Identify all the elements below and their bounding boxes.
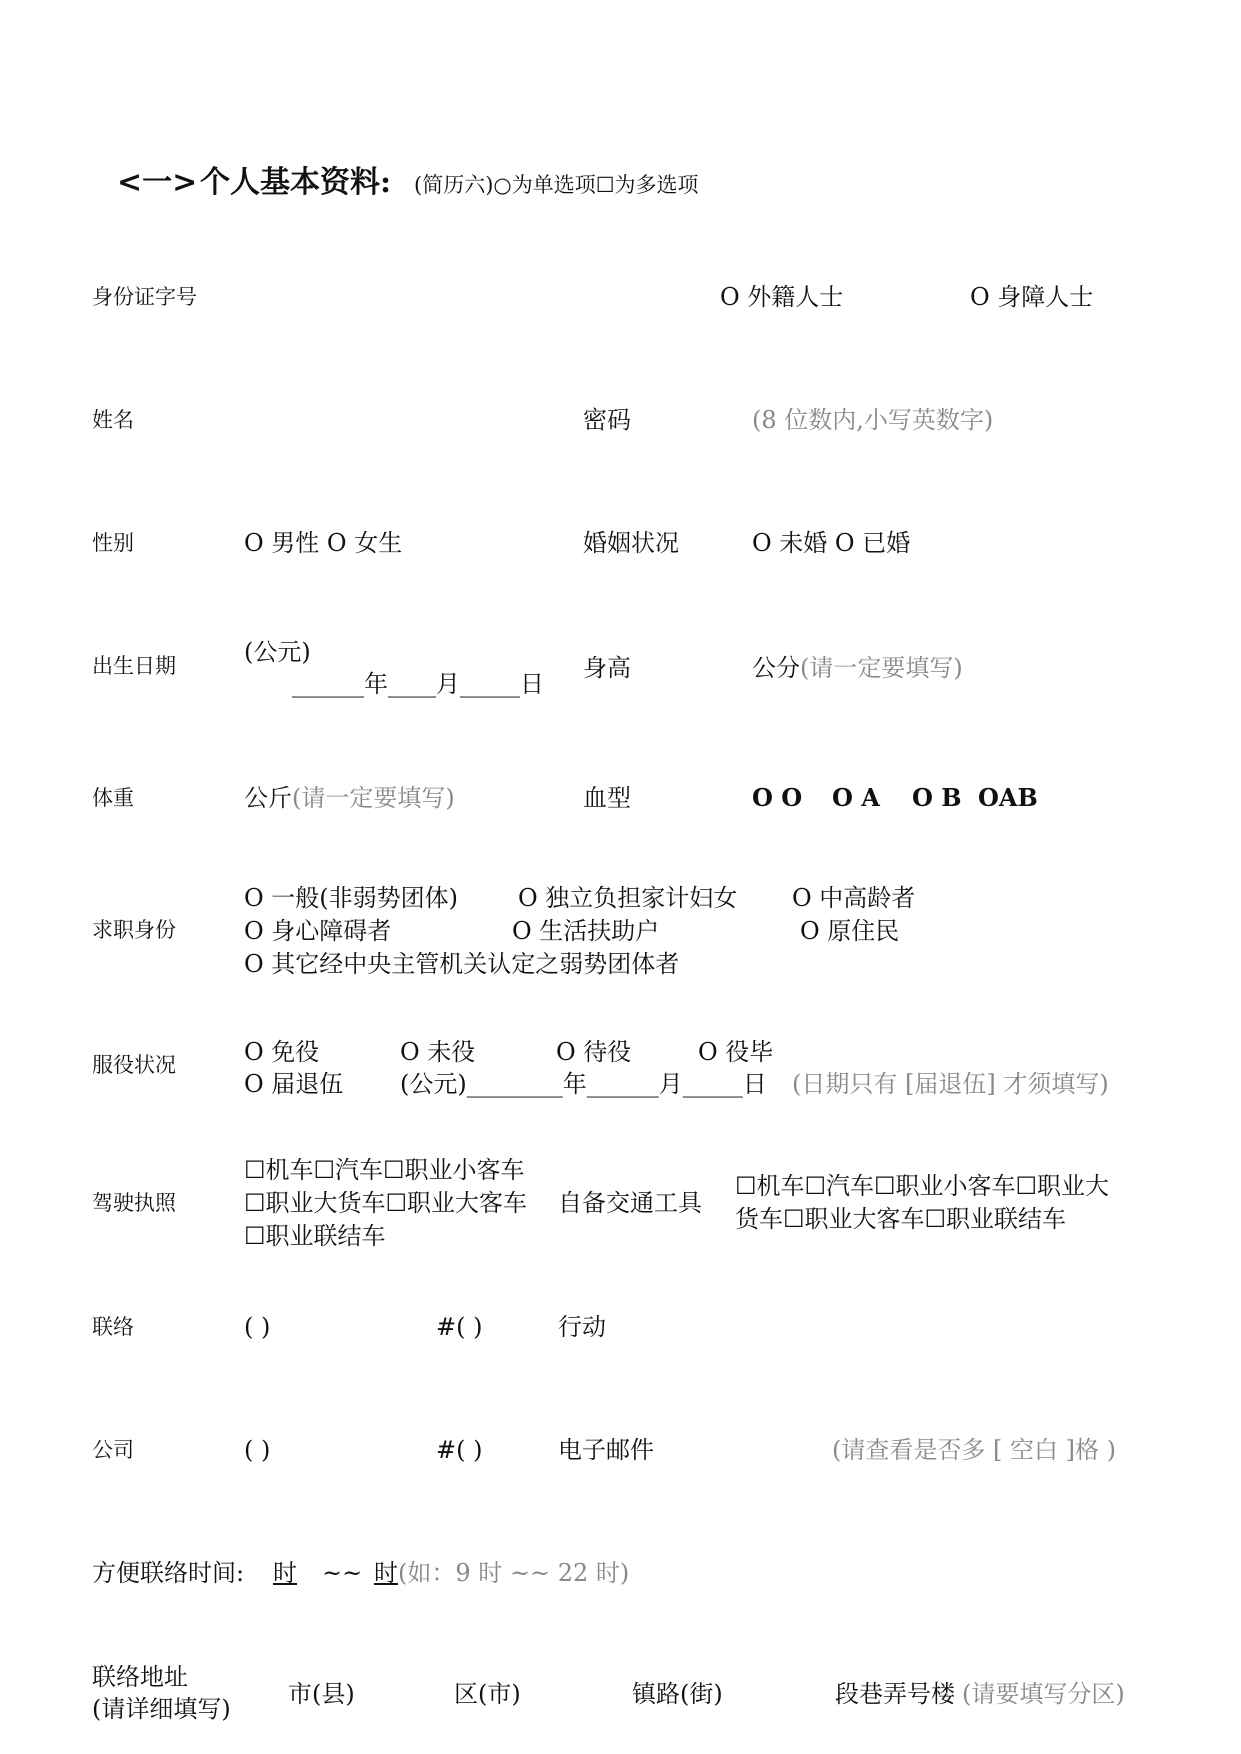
military-label: 服役状况 xyxy=(92,1053,176,1077)
blood-type-label: 血型 xyxy=(583,784,631,812)
marital-options[interactable]: O 未婚 O 已婚 xyxy=(752,529,911,557)
password-hint: (8 位数内,小写英数字) xyxy=(752,406,994,434)
military-option-not-served[interactable]: O 未役 xyxy=(400,1038,476,1066)
weight-label: 体重 xyxy=(92,786,134,810)
contact-extension[interactable]: #( ) xyxy=(436,1313,483,1341)
blood-option-ab[interactable]: OAB xyxy=(978,783,1038,812)
weight-hint: (请一定要填写) xyxy=(292,784,455,812)
contact-time-start[interactable]: 时 xyxy=(273,1559,297,1587)
job-option-disabled[interactable]: O 身心障碍者 xyxy=(244,917,392,945)
address-detail[interactable]: 段巷弄号楼 xyxy=(835,1680,955,1708)
weight-unit: 公斤 xyxy=(244,784,292,812)
job-option-general[interactable]: O 一般(非弱势团体) xyxy=(244,884,459,912)
contact-phone-label: 联络 xyxy=(92,1315,134,1339)
retire-date-field[interactable]: (公元)________年______月_____日 xyxy=(400,1070,767,1098)
job-option-welfare[interactable]: O 生活扶助户 xyxy=(512,917,660,945)
job-option-other[interactable]: O 其它经中央主管机关认定之弱势团体者 xyxy=(244,950,680,978)
gender-label: 性别 xyxy=(92,531,134,555)
license-line-2[interactable]: ☐职业大货车☐职业大客车 xyxy=(244,1189,528,1217)
military-option-done[interactable]: O 役毕 xyxy=(698,1038,774,1066)
vehicle-label: 自备交通工具 xyxy=(558,1189,702,1217)
password-label: 密码 xyxy=(583,406,631,434)
job-option-single-mother[interactable]: O 独立负担家计妇女 xyxy=(518,884,738,912)
contact-area-code[interactable]: ( ) xyxy=(244,1313,271,1341)
foreign-option[interactable]: O 外籍人士 xyxy=(720,283,844,311)
birthdate-label: 出生日期 xyxy=(92,654,176,678)
job-option-senior[interactable]: O 中高龄者 xyxy=(792,884,916,912)
page-title: 个人基本资料: xyxy=(200,165,392,200)
address-district[interactable]: 区(市) xyxy=(454,1680,521,1708)
blood-option-a[interactable]: O A xyxy=(832,783,880,812)
birthdate-era: (公元) xyxy=(244,638,311,666)
title-prefix: <一> xyxy=(117,165,198,200)
job-status-label: 求职身份 xyxy=(92,918,176,942)
height-unit: 公分 xyxy=(752,654,800,682)
vehicle-line-2[interactable]: 货车☐职业大客车☐职业联结车 xyxy=(735,1205,1067,1233)
id-number-label: 身份证字号 xyxy=(92,285,197,309)
address-sub-label: (请详细填写) xyxy=(92,1695,231,1723)
military-option-pending[interactable]: O 待役 xyxy=(556,1038,632,1066)
vehicle-line-1[interactable]: ☐机车☐汽车☐职业小客车☐职业大 xyxy=(735,1172,1110,1200)
address-hint: (请要填写分区) xyxy=(962,1680,1125,1708)
mobile-label: 行动 xyxy=(558,1313,606,1341)
military-option-retiring[interactable]: O 届退伍 xyxy=(244,1070,344,1098)
contact-time-separator: ~~ xyxy=(322,1559,363,1587)
marital-label: 婚姻状况 xyxy=(583,529,679,557)
retire-date-hint: (日期只有 [届退伍] 才须填写) xyxy=(792,1070,1109,1098)
license-label: 驾驶执照 xyxy=(92,1191,176,1215)
contact-time-end[interactable]: 时 xyxy=(374,1559,398,1587)
contact-time-hint: (如：9 时 ~~ 22 时) xyxy=(398,1559,630,1587)
contact-time-label: 方便联络时间: xyxy=(92,1559,245,1587)
blood-option-o[interactable]: O O xyxy=(752,783,803,812)
company-phone-label: 公司 xyxy=(92,1438,134,1462)
name-label: 姓名 xyxy=(92,408,134,432)
birthdate-field[interactable]: ______年____月_____日 xyxy=(292,670,544,698)
blood-option-b[interactable]: O B xyxy=(912,783,962,812)
military-option-exempt[interactable]: O 免役 xyxy=(244,1038,320,1066)
company-area-code[interactable]: ( ) xyxy=(244,1436,271,1464)
height-label: 身高 xyxy=(583,654,631,682)
address-road[interactable]: 镇路(街) xyxy=(632,1680,723,1708)
gender-options[interactable]: O 男性 O 女生 xyxy=(244,529,403,557)
address-city[interactable]: 市(县) xyxy=(288,1680,355,1708)
license-line-3[interactable]: ☐职业联结车 xyxy=(244,1222,386,1250)
company-extension[interactable]: #( ) xyxy=(436,1436,483,1464)
address-label: 联络地址 xyxy=(92,1663,188,1691)
page-subtitle: (简历六)○为单选项☐为多选项 xyxy=(414,173,699,197)
disabled-option[interactable]: O 身障人士 xyxy=(970,283,1094,311)
height-hint: (请一定要填写) xyxy=(800,654,963,682)
license-line-1[interactable]: ☐机车☐汽车☐职业小客车 xyxy=(244,1156,525,1184)
job-option-indigenous[interactable]: O 原住民 xyxy=(800,917,900,945)
email-hint: (请查看是否多 [ 空白 ]格 ) xyxy=(832,1436,1116,1464)
email-label: 电子邮件 xyxy=(558,1436,654,1464)
